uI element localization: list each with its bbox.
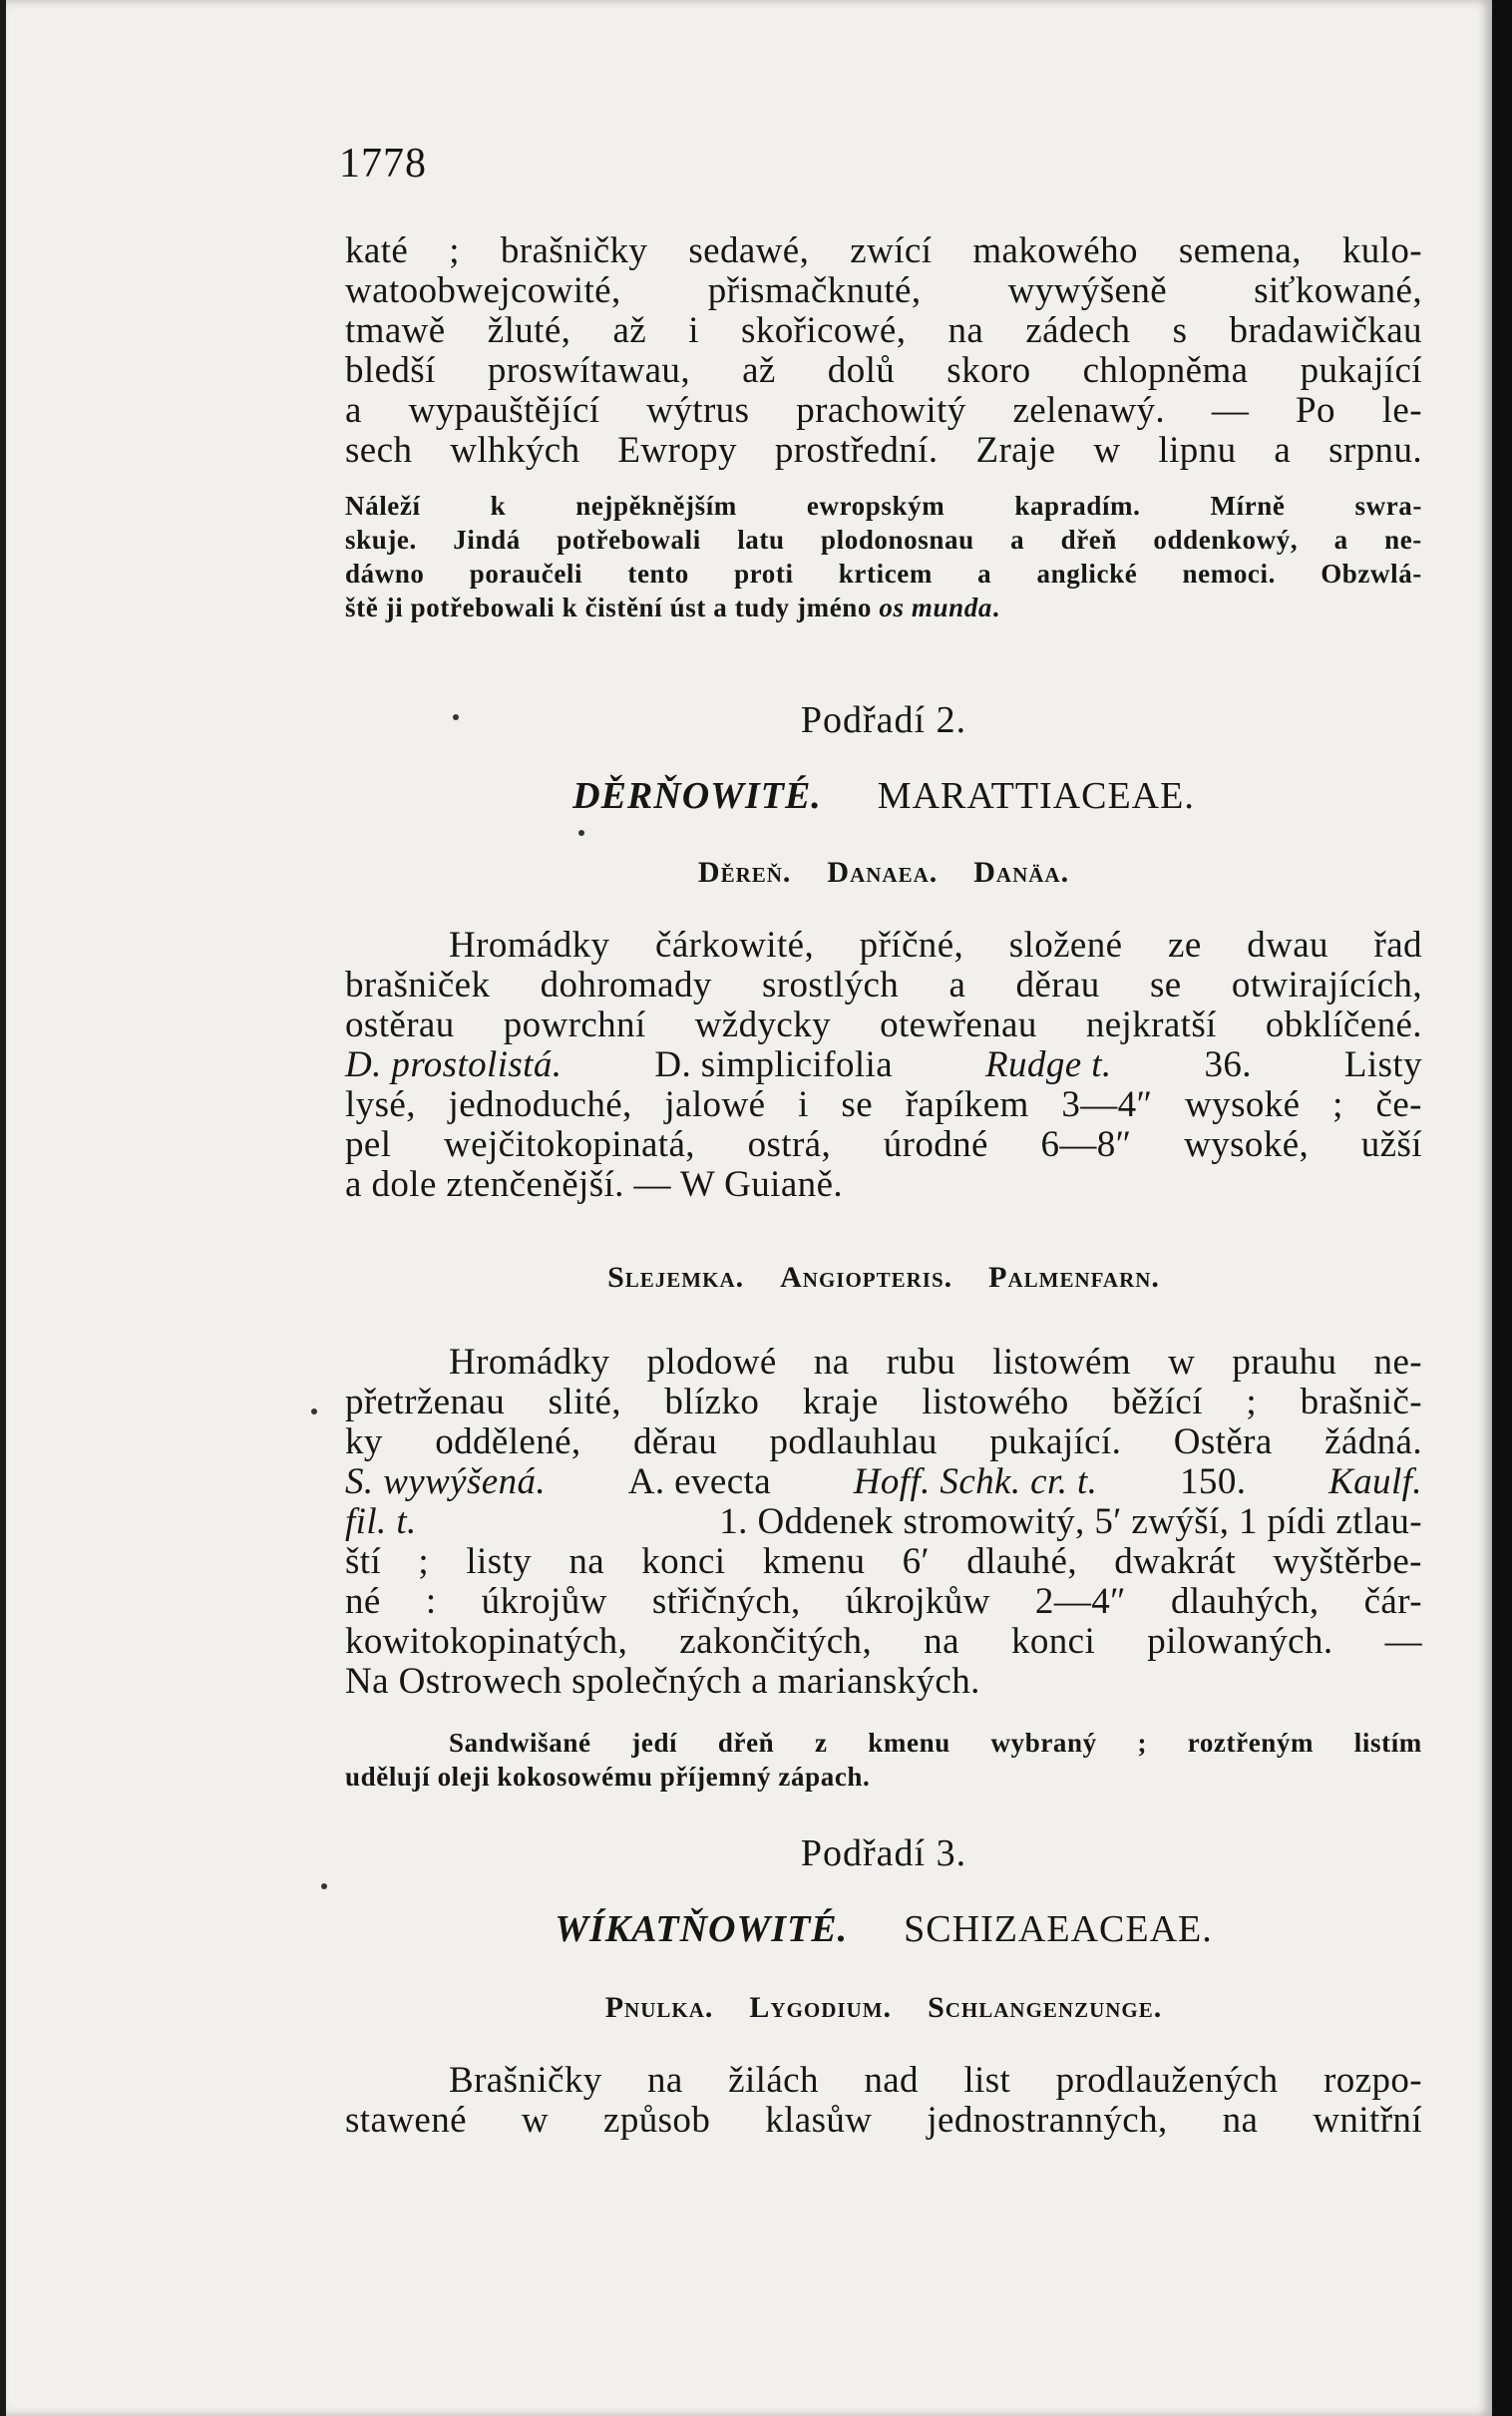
plate-number: 36. — [1204, 1044, 1252, 1085]
species-reference: Hoff. Schk. cr. t. — [853, 1461, 1098, 1502]
word: w — [1093, 430, 1121, 471]
word: roztřeným — [1187, 1728, 1315, 1758]
word: na — [924, 1621, 959, 1662]
word: brašničky — [500, 230, 648, 271]
word: srostlých — [762, 965, 900, 1006]
word: úrodné — [883, 1124, 988, 1165]
family-name-czech: DĚRŇOWITÉ. — [572, 775, 822, 817]
genus-latin: Angiopteris. — [780, 1261, 953, 1294]
word: děrau — [632, 1421, 718, 1462]
word: ostěrau — [345, 1005, 455, 1045]
word: listy — [466, 1541, 533, 1582]
word: 3—4″ — [1061, 1084, 1153, 1125]
word: oddenkowý, — [1153, 525, 1299, 555]
word: wyštěrbe- — [1273, 1541, 1422, 1582]
word: prodlaužených — [1055, 2060, 1279, 2101]
species-latin: A. evecta — [627, 1461, 772, 1502]
word: ewropským — [806, 491, 945, 521]
word: rubu — [886, 1342, 956, 1383]
word: blízko — [664, 1382, 760, 1422]
word: jednoduché, — [448, 1084, 632, 1125]
word: Hromádky — [449, 925, 610, 966]
word: srpnu. — [1328, 430, 1422, 471]
word: na — [647, 2060, 683, 2101]
word: w — [1168, 1342, 1196, 1383]
word: lysé, — [345, 1084, 416, 1125]
scan-edge — [1492, 0, 1512, 2416]
word: Náleží — [345, 491, 421, 521]
word: děrau — [1015, 965, 1100, 1006]
word: jedí — [631, 1728, 678, 1758]
word: otwirajících, — [1231, 965, 1422, 1006]
species-latin: D. simplicifolia — [654, 1044, 894, 1085]
word: přismačknuté, — [707, 270, 922, 311]
word: wywýšeně — [1007, 270, 1168, 311]
word: né — [345, 1581, 381, 1622]
word: oddělené, — [435, 1421, 581, 1462]
word: lipnu — [1158, 430, 1237, 471]
word: ; — [1137, 1728, 1148, 1758]
page-number: 1778 — [339, 141, 427, 187]
word: wejčitokopinatá, — [444, 1124, 695, 1165]
word: kapradím. — [1014, 491, 1141, 521]
word: če- — [1375, 1084, 1422, 1125]
text-line — [345, 966, 1422, 1006]
word: ; — [1246, 1382, 1258, 1422]
word: obklíčené. — [1265, 1005, 1422, 1045]
word: wysoké — [1185, 1084, 1301, 1125]
word: podlauhlau — [769, 1421, 938, 1462]
word: kmenu — [868, 1728, 950, 1758]
word: a — [948, 965, 966, 1006]
word: 6′ — [902, 1541, 931, 1582]
family-name-czech: WÍKATŇOWITÉ. — [555, 1908, 849, 1950]
word: proti — [734, 559, 794, 589]
text-line — [345, 1422, 1422, 1462]
word: se — [1149, 965, 1182, 1006]
text-line — [345, 1622, 1422, 1662]
word: na — [813, 1342, 850, 1383]
suborder-heading: Podřadí 2. — [800, 699, 967, 741]
text-line: udělují oleji kokosowému příjemný zápach. — [345, 1762, 871, 1792]
word: dohromady — [540, 965, 712, 1006]
word: w — [521, 2100, 550, 2141]
word: — — [1211, 390, 1250, 431]
genus-czech: Slejemka. — [607, 1261, 745, 1294]
word: list — [963, 2060, 1011, 2101]
word: složené — [1008, 925, 1123, 966]
suborder-heading: Podřadí 3. — [800, 1832, 967, 1874]
word: až — [742, 350, 776, 391]
species-czech: D. prostolistá. — [345, 1044, 563, 1085]
word: latu — [737, 525, 785, 555]
word: chlopněma — [1082, 350, 1249, 391]
word: řad — [1373, 925, 1422, 966]
word: i — [798, 1084, 809, 1125]
word: úkrojkůw — [845, 1581, 990, 1622]
word: nad — [864, 2060, 919, 2101]
word: dáwno — [345, 559, 425, 589]
genus-latin: Danaea. — [827, 856, 939, 889]
word: dlauhé, — [966, 1541, 1077, 1582]
word: poraučeli — [469, 559, 583, 589]
word: jalowé — [664, 1084, 766, 1125]
text-line: fil. t. 1. Oddenek stromowitý, 5′ zwýší, 1 pídi ztlau- — [345, 1501, 1422, 1542]
paragraph-danaea — [345, 926, 1422, 1205]
word: wlhkých — [450, 430, 580, 471]
genus-latin: Lygodium. — [749, 1991, 893, 2024]
text-line — [345, 231, 1422, 271]
word: dwakrát — [1114, 1541, 1237, 1582]
word: semena, — [1178, 230, 1302, 271]
word: na — [1222, 2100, 1259, 2141]
plate-number: 150. — [1180, 1461, 1247, 1502]
text-line — [345, 1582, 1422, 1622]
word: ští — [345, 1541, 382, 1582]
word: katé — [345, 230, 409, 271]
word: konci — [1010, 1621, 1096, 1662]
word: Ewropy — [617, 430, 737, 471]
note-osmunda — [345, 489, 1422, 624]
species-reference: Rudge t. — [985, 1044, 1112, 1085]
word: le- — [1381, 390, 1422, 431]
word: běžící — [1112, 1382, 1203, 1422]
word: způsob — [603, 2100, 711, 2141]
word: žilách — [728, 2060, 819, 2101]
word: nejpěknějším — [575, 491, 737, 521]
word: rozpo- — [1323, 2060, 1422, 2101]
text-line — [345, 926, 1422, 966]
word: zelenawý. — [1012, 390, 1166, 431]
genus-german: Palmenfarn. — [988, 1261, 1160, 1294]
word: skoro — [946, 350, 1031, 391]
word: siťkowané, — [1254, 270, 1422, 311]
word: zwící — [850, 230, 933, 271]
word: pukající. — [989, 1421, 1122, 1462]
word: Hromádky — [449, 1342, 610, 1383]
word: : — [425, 1581, 437, 1622]
author-reference: Kaulf. — [1328, 1461, 1422, 1502]
word: skořicowé, — [741, 310, 907, 351]
word: tento — [627, 559, 689, 589]
text-line: a dole ztenčenější. — W Guianě. — [345, 1164, 844, 1205]
print-speck — [578, 830, 584, 836]
text-line — [345, 1726, 1422, 1760]
family-heading — [345, 774, 1422, 818]
word: ; — [418, 1541, 430, 1582]
word: dřeň — [1060, 525, 1117, 555]
word: čárkowité, — [655, 925, 815, 966]
paragraph-lygodium — [345, 2061, 1422, 2141]
text-line — [345, 557, 1422, 591]
word: střičných, — [651, 1581, 801, 1622]
word: ne- — [1384, 525, 1422, 555]
note-sandwich-islands — [345, 1726, 1422, 1794]
word: ostrá, — [747, 1124, 832, 1165]
word: úkrojůw — [481, 1581, 607, 1622]
word: tmawě — [345, 310, 446, 351]
word: listowého — [922, 1382, 1069, 1422]
text-line — [345, 1542, 1422, 1582]
word: Sandwišané — [449, 1728, 591, 1758]
word: pel — [345, 1124, 392, 1165]
word: a — [1333, 525, 1348, 555]
word: na — [568, 1541, 605, 1582]
text-line — [345, 271, 1422, 311]
word: makowého — [972, 230, 1138, 271]
word: skuje. — [345, 525, 417, 555]
word: powrchní — [503, 1005, 646, 1045]
word: watoobwejcowité, — [345, 270, 621, 311]
text-line — [345, 1125, 1422, 1165]
word: listím — [1353, 1728, 1422, 1758]
word: nemoci. — [1182, 559, 1276, 589]
word: wysoké, — [1184, 1124, 1310, 1165]
print-speck — [321, 1883, 327, 1889]
text-line — [345, 311, 1422, 351]
word: žádná. — [1324, 1421, 1422, 1462]
genus-german: Danäa. — [973, 856, 1070, 889]
text-line — [345, 351, 1422, 391]
word: žluté, — [487, 310, 571, 351]
species-line — [345, 1462, 1422, 1502]
genus-czech: Děreň. — [697, 856, 792, 889]
word: bledší — [345, 350, 436, 391]
text-line — [345, 2101, 1422, 2141]
word: prostřední. — [774, 430, 939, 471]
word: dolů — [827, 350, 896, 391]
word: až — [612, 310, 647, 351]
word: — — [1384, 1621, 1422, 1662]
word: sech — [345, 430, 413, 471]
text-line — [345, 1343, 1422, 1383]
word: brašniček — [345, 965, 491, 1006]
word: proswítawau, — [487, 350, 690, 391]
latin-term: os munda — [879, 593, 992, 622]
print-speck — [311, 1409, 317, 1414]
text-line — [345, 431, 1422, 471]
word: wždycky — [694, 1005, 832, 1045]
word: wypauštějící — [408, 390, 600, 431]
word: s — [1172, 310, 1188, 351]
word: zádech — [1025, 310, 1131, 351]
word: Brašničky — [449, 2060, 602, 2101]
word: anglické — [1036, 559, 1138, 589]
word: kraje — [802, 1382, 879, 1422]
word: Obzwlá- — [1321, 559, 1422, 589]
word: jednostranných, — [927, 2100, 1168, 2141]
word: a — [345, 390, 362, 431]
word: řapíkem — [905, 1084, 1029, 1125]
word: ne- — [1373, 1342, 1422, 1383]
word: pilowaných. — [1147, 1621, 1333, 1662]
word: ky — [345, 1421, 383, 1462]
word: stawené — [345, 2100, 467, 2141]
word: i — [688, 310, 699, 351]
genus-heading — [345, 1991, 1422, 2025]
word: sedawé, — [688, 230, 810, 271]
word: příčné, — [859, 925, 964, 966]
word: wýtrus — [646, 390, 750, 431]
word: přetrženau — [345, 1382, 506, 1422]
word: Mírně — [1210, 491, 1286, 521]
word: se — [841, 1084, 874, 1125]
word: Jindá — [453, 525, 521, 555]
word: potřebowali — [557, 525, 701, 555]
word: ; — [449, 230, 460, 271]
word: dlauhých, — [1171, 1581, 1320, 1622]
text-line — [345, 1006, 1422, 1045]
word: zakončitých, — [679, 1621, 873, 1662]
paragraph-angiopteris — [345, 1343, 1422, 1702]
text-line — [345, 1383, 1422, 1422]
word: dwau — [1247, 925, 1328, 966]
word: brašnič- — [1300, 1382, 1422, 1422]
word: a — [977, 559, 992, 589]
word: dřeň — [717, 1728, 775, 1758]
family-name-latin: MARATTIACEAE. — [877, 775, 1195, 817]
word: Po — [1296, 390, 1335, 431]
word: Ostěra — [1173, 1421, 1273, 1462]
paragraph-spore-description — [345, 231, 1422, 471]
text-line — [345, 2061, 1422, 2101]
text-line — [345, 391, 1422, 431]
word: nejkratší — [1085, 1005, 1217, 1045]
book-page — [6, 0, 1492, 2416]
print-speck — [453, 714, 459, 720]
genus-heading — [345, 1261, 1422, 1295]
text-line — [345, 489, 1422, 523]
family-heading — [345, 1907, 1422, 1951]
word: prachowitý — [796, 390, 966, 431]
word: kmenu — [762, 1541, 866, 1582]
species-line: D. prostolistá. D. simplicifolia Rudge t. 36. Listy — [345, 1044, 1422, 1085]
word: swra- — [1354, 491, 1422, 521]
word: čár- — [1363, 1581, 1422, 1622]
family-name-latin: SCHIZAEACEAE. — [904, 1908, 1213, 1950]
word: krticem — [838, 559, 933, 589]
word: ze — [1168, 925, 1202, 966]
text-line — [345, 1085, 1422, 1125]
word: kulo- — [1341, 230, 1422, 271]
word: ; — [1332, 1084, 1343, 1125]
word: otewřenau — [880, 1005, 1037, 1045]
word: pukající — [1300, 350, 1422, 391]
word: bradawičkau — [1229, 310, 1422, 351]
word: Zraje — [975, 430, 1056, 471]
text-line — [345, 523, 1422, 557]
word: plodowé — [646, 1342, 777, 1383]
word: 6—8″ — [1040, 1124, 1132, 1165]
word: slité, — [548, 1382, 621, 1422]
text-line: ště ji potřebowali k čistění úst a tudy jméno os munda . — [345, 593, 1000, 622]
word: a — [1010, 525, 1025, 555]
word: k — [490, 491, 507, 521]
word: klasůw — [765, 2100, 873, 2141]
genus-heading — [345, 856, 1422, 890]
word: plodonosnau — [821, 525, 974, 555]
word: a — [1274, 430, 1292, 471]
word: z — [814, 1728, 828, 1758]
genus-czech: Pnulka. — [604, 1991, 714, 2024]
genus-german: Schlangenzunge. — [928, 1991, 1163, 2024]
word: 2—4″ — [1034, 1581, 1126, 1622]
species-czech: S. wywýšená. — [345, 1461, 547, 1502]
word: užší — [1360, 1124, 1422, 1165]
word: na — [947, 310, 984, 351]
word: wnitřní — [1313, 2100, 1422, 2141]
word: kowitokopinatých, — [345, 1621, 628, 1662]
text-line: Na Ostrowech společných a marianských. — [345, 1661, 980, 1702]
word: prauhu — [1232, 1342, 1337, 1383]
word: listowém — [992, 1342, 1132, 1383]
word: konci — [641, 1541, 726, 1582]
word: wybraný — [990, 1728, 1097, 1758]
